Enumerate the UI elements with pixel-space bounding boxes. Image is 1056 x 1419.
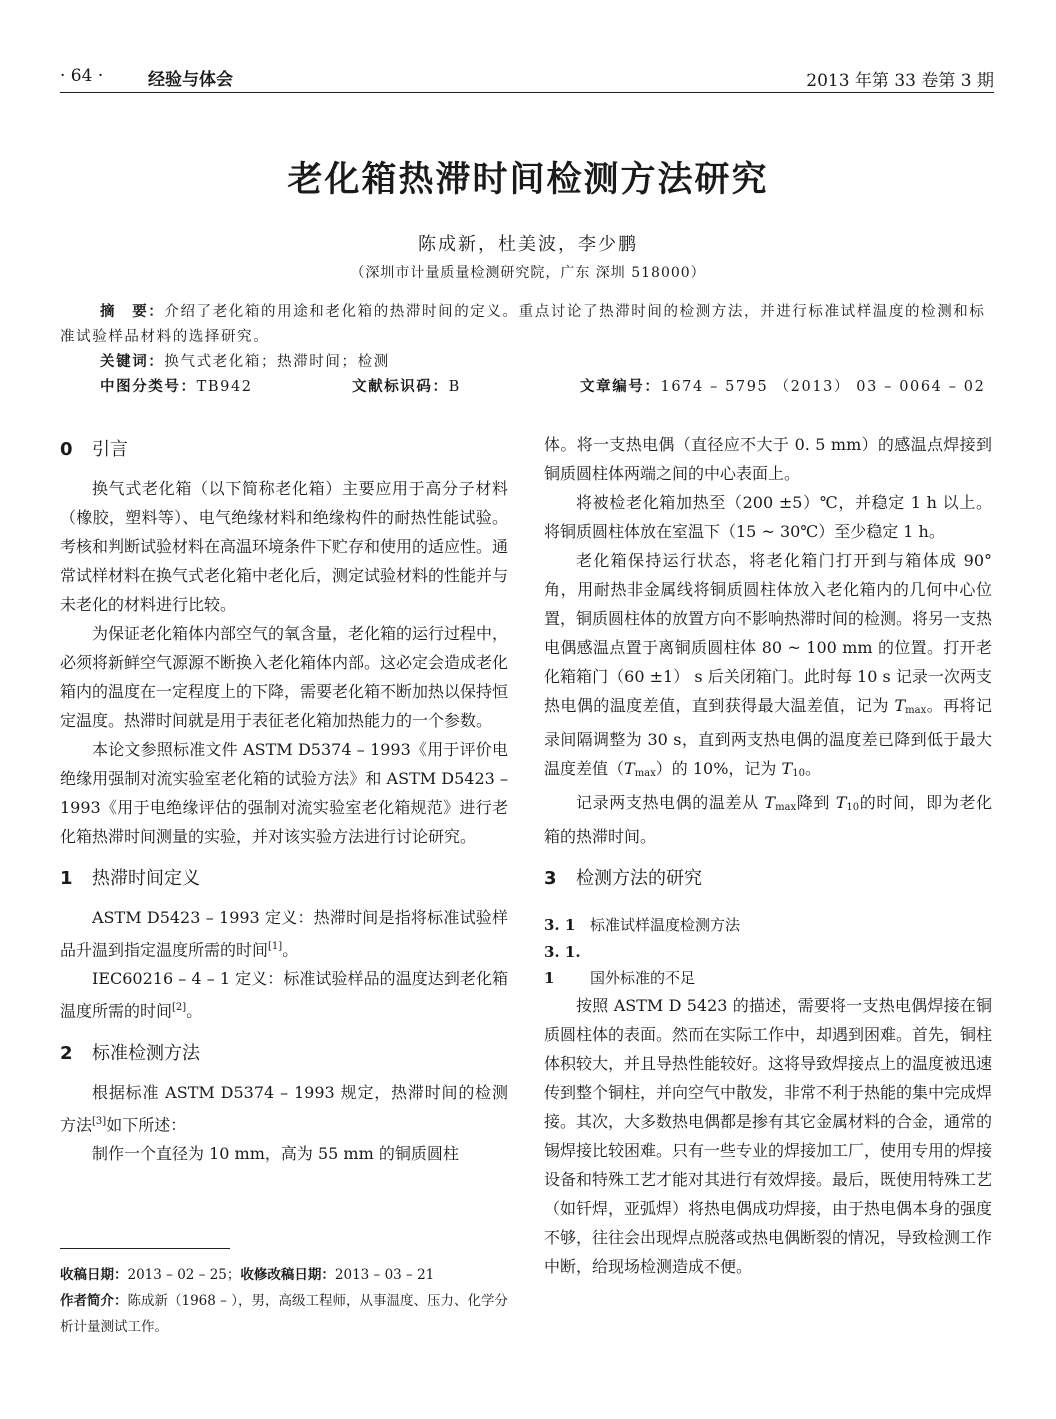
paragraph-text: 如下所述： xyxy=(106,1114,187,1134)
paragraph: 按照 ASTM D 5423 的描述，需要将一支热电偶焊接在铜质圆柱体的表面。然而在实际工作中，却遇到困难。首先，铜柱体积较大，并且导热性能较好。这将导致焊接点上的温度被迅速传到整个铜柱，并向空气中散发，非常不利于热能的集中完成焊接。其次，大多数热电偶都是掺有其它金属材料的合金，通常的锡焊接比较困难。只有一些专业的焊接加工厂，使用专用的焊接设备和特殊工艺才能对其进行有效焊接。最后，既使用特殊工艺（如钎焊，亚弧焊）将热电偶成功焊接，由于热电偶本身的强度不够，往往会出现焊点脱落或热电偶断裂的情况，导致检测工作中断，给现场检测造成不便。 xyxy=(544,996,993,1276)
section-1-heading xyxy=(60,859,508,903)
punctuation: 。 xyxy=(282,940,299,960)
paragraph: 将被检老化箱加热至（200 ±5）℃，并稳定 1 h 以上。将铜质圆柱体放在室温下（15 ~ 30℃）至少稳定 1 h。 xyxy=(544,493,992,541)
paragraph xyxy=(60,964,508,1025)
abstract xyxy=(60,300,994,350)
paragraph-text: ASTM D5423 – 1993 定义：热滞时间是指将标准试验样品升温到指定温度所需的时间 xyxy=(60,908,508,960)
abstract-text: 介绍了老化箱的用途和老化箱的热滞时间的定义。重点讨论了热滞时间的检测方法，并进行标准试样温度的检测和标准试验样品材料的选择研究。 xyxy=(60,304,986,345)
symbol-t: T xyxy=(835,793,847,812)
subscript-max: max xyxy=(634,768,656,779)
symbol-t: T xyxy=(894,696,906,715)
subsection-title: 国外标准的不足 xyxy=(590,969,696,987)
paragraph xyxy=(544,546,992,788)
revised-date: 2013 – 03 – 21 xyxy=(334,1267,435,1283)
received-date: 2013 – 02 – 25； xyxy=(127,1267,241,1283)
affiliation: （深圳市计量质量检测研究院，广东 深圳 518000） xyxy=(350,265,706,281)
right-column xyxy=(544,430,992,1281)
left-column xyxy=(60,430,508,1168)
paragraph: 为保证老化箱体内部空气的氧含量，老化箱的运行过程中，必须将新鲜空气源源不断换入老化箱体内部。这必定会造成老化箱内的温度在一定程度上的下降，需要老化箱不断加热以保持恒定温度。热滞时间就是用于表征老化箱加热能力的一个参数。 xyxy=(60,624,509,730)
received-label: 收稿日期： xyxy=(60,1267,128,1283)
keywords-label: 关键词： xyxy=(100,354,165,370)
section-number: 0 xyxy=(60,439,73,460)
symbol-t: T xyxy=(764,793,776,812)
subsection-title: 标准试样温度检测方法 xyxy=(590,916,741,934)
authors: 陈成新，杜美波，李少鹏 xyxy=(418,234,638,255)
symbol-t: T xyxy=(781,759,793,778)
article-no-label: 文章编号： xyxy=(580,379,661,395)
clc-label: 中图分类号： xyxy=(100,379,197,395)
bio-text: 陈成新（1968 – ），男，高级工程师，从事温度、压力、化学分析计量测试工作。 xyxy=(60,1293,508,1335)
abstract-block xyxy=(60,300,994,401)
abstract-label: 摘 要： xyxy=(100,304,165,320)
paragraph xyxy=(544,788,992,851)
subsection-number: 3. 1. 1 xyxy=(544,943,581,987)
paragraph-text: 根据标准 ASTM D5374 – 1993 规定，热滞时间的检测方法 xyxy=(60,1082,508,1134)
journal-issue: 2013 年第 33 卷第 3 期 xyxy=(806,71,994,91)
subsection-3-1-heading xyxy=(544,911,992,939)
running-header xyxy=(60,64,994,93)
paragraph-text: ）的 10%，记为 xyxy=(655,759,782,778)
document-code xyxy=(352,375,461,400)
punctuation: 。 xyxy=(186,1001,203,1021)
section-number: 3 xyxy=(544,868,557,889)
subsection-3-1-1-heading xyxy=(544,939,992,991)
revised-label: 收修改稿日期： xyxy=(240,1267,335,1283)
symbol-t: T xyxy=(624,759,635,778)
clc-value: TB942 xyxy=(196,379,253,395)
page-number: · 64 · xyxy=(60,66,104,86)
section-title: 热滞时间定义 xyxy=(92,868,200,889)
clc-code xyxy=(100,375,253,400)
subscript-max: max xyxy=(905,705,927,716)
section-name: 经验与体会 xyxy=(148,70,233,90)
paragraph-text: 降到 xyxy=(796,793,836,812)
section-number: 1 xyxy=(60,868,73,889)
paragraph: 体。将一支热电偶（直径应不大于 0. 5 mm）的感温点焊接到铜质圆柱体两端之间的中心表面上。 xyxy=(544,435,992,483)
section-title: 检测方法的研究 xyxy=(576,868,702,889)
dates-note xyxy=(60,1262,510,1288)
citation[interactable]: [1] xyxy=(268,941,283,952)
doc-code-label: 文献标识码： xyxy=(352,379,449,395)
footnotes xyxy=(60,1262,510,1340)
paragraph: 制作一个直径为 10 mm，高为 55 mm 的铜质圆柱 xyxy=(92,1143,459,1163)
citation[interactable]: [3] xyxy=(92,1115,107,1127)
paragraph: 本论文参照标准文件 ASTM D5374 – 1993《用于评价电绝缘用强制对流实验室老化箱的试验方法》和 ASTM D5423 – 1993《用于电绝缘评估的强制对流实验室老化箱规范》进行老化箱热滞时间测量的实验，并对该实验方法进行讨论研究。 xyxy=(60,740,508,846)
paragraph-text: 。再将记录间隔调整为 30 s，直到两支热电偶的温度差已降到低于最大温度差值（ xyxy=(544,696,992,778)
keywords xyxy=(100,350,994,375)
subscript-10: 10 xyxy=(792,768,805,779)
paragraph xyxy=(60,1078,508,1139)
section-number: 2 xyxy=(60,1042,73,1064)
paragraph-text: 的时间，即为老化箱的热滞时间。 xyxy=(544,793,992,846)
section-3-heading xyxy=(544,859,992,903)
paragraph xyxy=(60,903,508,964)
citation[interactable]: [2] xyxy=(172,1002,187,1014)
paragraph-text: 老化箱保持运行状态，将老化箱门打开到与箱体成 90°角，用耐热非金属线将铜质圆柱体放入老化箱内的几何中心位置，铜质圆柱体的放置方向不影响热滞时间的检测。将另一支热电偶感温点置于离铜质圆柱体 80 ~ 100 mm 的位置。打开老化箱箱门（60 ±1） s 后关闭箱门。此时每 10 s 记录一次两支热电偶的温度差值，直到获得最大温差值，记为 xyxy=(544,551,993,715)
doc-code-value: B xyxy=(448,379,461,395)
subsection-number: 3. 1 xyxy=(544,916,576,934)
subscript-max: max xyxy=(775,802,797,813)
bio-label: 作者简介： xyxy=(60,1293,128,1309)
section-0-heading xyxy=(60,430,508,474)
paragraph: 换气式老化箱（以下简称老化箱）主要应用于高分子材料（橡胶，塑料等）、电气绝缘材料和绝缘构件的耐热性能试验。考核和判断试验材料在高温环境条件下贮存和使用的适应性。通常试样材料在换气式老化箱中老化后，测定试验材料的性能并与未老化的材料进行比较。 xyxy=(60,479,509,614)
author-bio xyxy=(60,1288,510,1340)
keywords-text: 换气式老化箱；热滞时间；检测 xyxy=(164,354,390,370)
paragraph-text: IEC60216 – 4 – 1 定义：标准试验样品的温度达到老化箱温度所需的时间 xyxy=(60,969,508,1021)
subscript-10: 10 xyxy=(846,802,860,813)
section-2-heading xyxy=(60,1034,508,1078)
paper-title: 老化箱热滞时间检测方法研究 xyxy=(287,160,769,200)
article-number xyxy=(580,375,985,400)
classification-row xyxy=(100,375,994,401)
paragraph-text: 记录两支热电偶的温差从 xyxy=(576,793,765,812)
section-title: 引言 xyxy=(92,439,128,460)
section-title: 标准检测方法 xyxy=(92,1042,200,1064)
punctuation: 。 xyxy=(804,759,821,778)
article-no-value: 1674 – 5795 （2013） 03 – 0064 – 02 xyxy=(660,379,986,395)
footnote-divider xyxy=(60,1248,230,1249)
